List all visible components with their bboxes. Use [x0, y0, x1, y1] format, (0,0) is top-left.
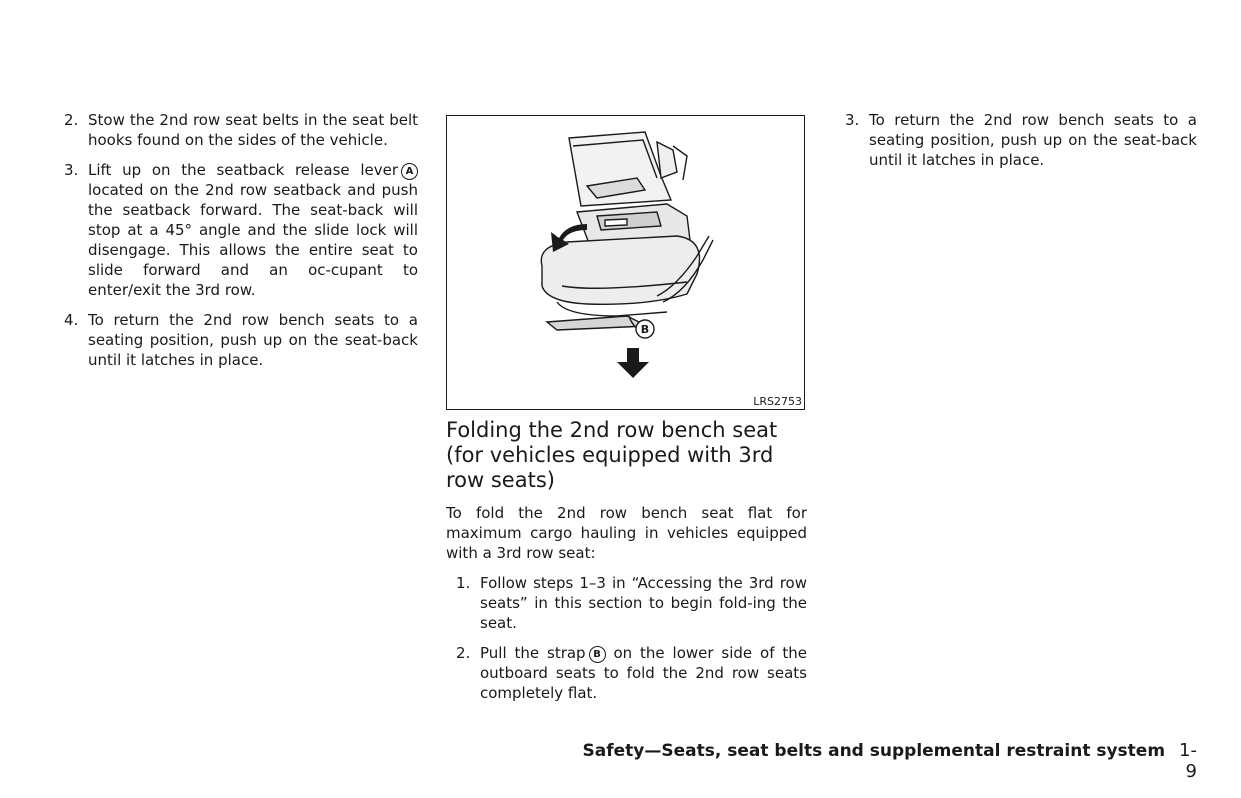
- section-heading: Folding the 2nd row bench seat (for vehicles equipped with 3rd row seats): [446, 418, 778, 492]
- step-number: 2.: [456, 644, 471, 662]
- step-number: 3.: [64, 161, 79, 179]
- left-column: [64, 110, 418, 380]
- step-text: [88, 160, 418, 300]
- step-number: 4.: [64, 311, 79, 329]
- footer-title: Safety—Seats, seat belts and supplemental restraint system: [582, 741, 1166, 761]
- list-item: [845, 110, 1197, 170]
- step-text: To return the 2nd row bench seats to a seating position, push up on the seat-back until it latches in place.: [869, 111, 1197, 169]
- step-number: 1.: [456, 574, 471, 592]
- step-number: 3.: [845, 111, 860, 129]
- step-text-part: on the lower side of the outboard seats to fold the 2nd row seats completely flat.: [480, 644, 807, 702]
- svg-text:B: B: [640, 323, 650, 336]
- step-text: To return the 2nd row bench seats to a seating position, push up on the seat-back until it latches in place.: [88, 311, 418, 369]
- section-steps: [446, 573, 807, 703]
- right-column: [845, 110, 1197, 180]
- list-item: [64, 310, 418, 370]
- pull-arrow-icon: [617, 348, 649, 378]
- marker-a-icon: A: [401, 163, 418, 180]
- section-intro: To fold the 2nd row bench seat flat for maximum cargo hauling in vehicles equipped with a 3rd row seat:: [446, 504, 807, 562]
- marker-b-icon: [636, 320, 654, 338]
- step-text-part: Pull the strap: [480, 644, 586, 662]
- page-footer: [580, 740, 1197, 782]
- page-number: 1-9: [1179, 740, 1197, 782]
- list-item: [64, 110, 418, 150]
- list-item: [456, 643, 807, 703]
- step-text: Stow the 2nd row seat belts in the seat belt hooks found on the sides of the vehicle.: [88, 111, 418, 149]
- step-text-part: located on the 2nd row seatback and push the seatback forward. The seat-back will stop at a 45° angle and the slide lock will disengage. This allows the entire seat to slide forward and an oc-cupant to enter/exit the 3rd row.: [88, 181, 418, 299]
- list-item: [64, 160, 418, 300]
- step-text: [480, 643, 807, 703]
- seat-illustration: [446, 115, 805, 410]
- middle-column: [446, 110, 807, 713]
- step-text: Follow steps 1–3 in “Accessing the 3rd row seats” in this section to begin fold-ing the seat.: [480, 574, 807, 632]
- marker-b-icon: B: [589, 646, 606, 663]
- list-item: [456, 573, 807, 633]
- step-text-part: Lift up on the seatback release lever: [88, 161, 398, 179]
- step-number: 2.: [64, 111, 79, 129]
- seat-drawing: [447, 116, 803, 408]
- figure-code: LRS2753: [753, 395, 802, 408]
